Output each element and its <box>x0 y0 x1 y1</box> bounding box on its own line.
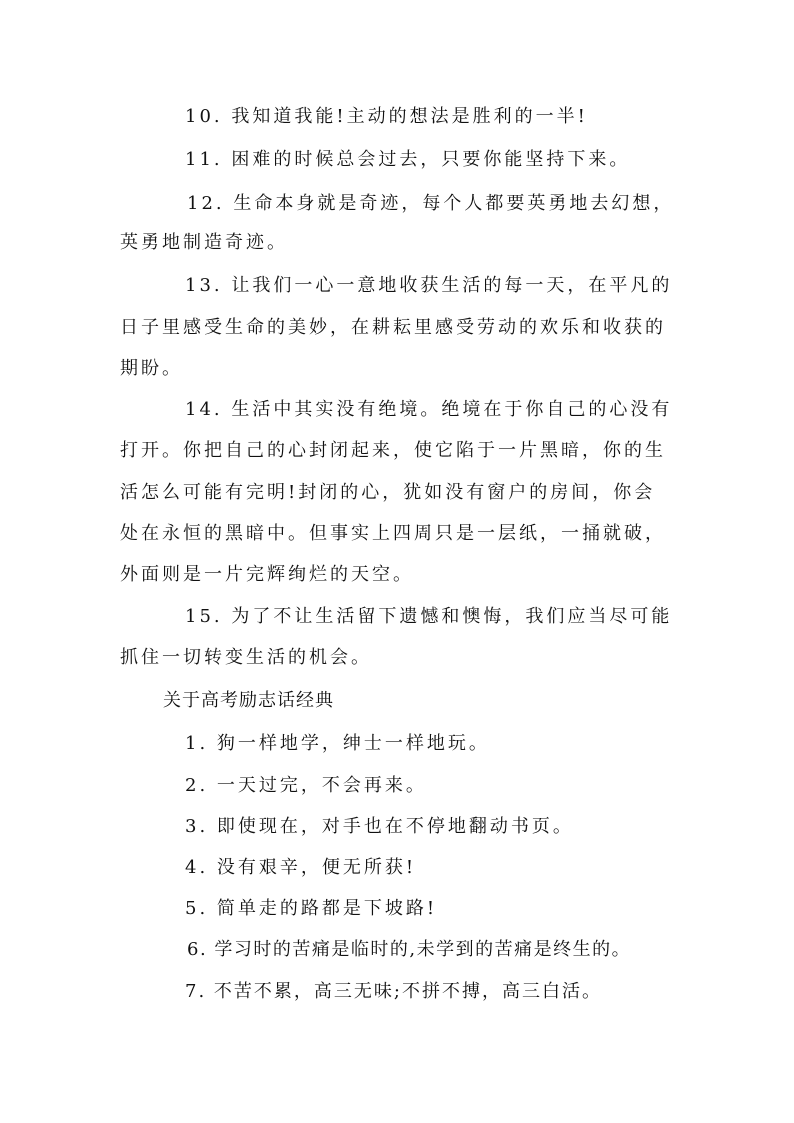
list-item: 3. 即使现在，对手也在不停地翻动书页。 <box>185 816 574 837</box>
paragraph-14-line-5: 外面则是一片完辉绚烂的天空。 <box>120 564 414 585</box>
paragraph-10-line-1: 10. 我知道我能!主动的想法是胜利的一半! <box>185 106 588 127</box>
paragraph-12-line-1: 12. 生命本身就是奇迹，每个人都要英勇地去幻想， <box>187 193 675 214</box>
paragraph-13-line-1: 13. 让我们一心一意地收获生活的每一天，在平凡的 <box>185 275 673 296</box>
paragraph-15-line-2: 抓住一切转变生活的机会。 <box>120 647 372 668</box>
section-heading: 关于高考励志话经典 <box>163 690 334 711</box>
paragraph-12-line-2: 英勇地制造奇迹。 <box>120 232 288 253</box>
paragraph-14-line-4: 处在永恒的黑暗中。但事实上四周只是一层纸，一捅就破， <box>120 523 666 544</box>
list-item: 2. 一天过完，不会再来。 <box>185 775 427 796</box>
list-item: 7. 不苦不累，高三无味;不拼不搏，高三白活。 <box>185 981 602 1002</box>
list-item: 1. 狗一样地学，绅士一样地玩。 <box>185 733 490 754</box>
paragraph-14-line-3: 活怎么可能有完明!封闭的心，犹如没有窗户的房间，你会 <box>120 482 656 503</box>
paragraph-15-line-1: 15. 为了不让生活留下遗憾和懊悔，我们应当尽可能 <box>185 606 673 627</box>
paragraph-14-line-1: 14. 生活中其实没有绝境。绝境在于你自己的心没有 <box>185 399 673 420</box>
paragraph-11-line-1: 11. 困难的时候总会过去，只要你能坚持下来。 <box>185 149 631 170</box>
paragraph-13-line-2: 日子里感受生命的美妙，在耕耘里感受劳动的欢乐和收获的 <box>120 317 666 338</box>
list-item: 6. 学习时的苦痛是临时的,未学到的苦痛是终生的。 <box>187 939 632 960</box>
list-item: 5. 简单走的路都是下坡路! <box>185 898 438 919</box>
paragraph-14-line-2: 打开。你把自己的心封闭起来，使它陷于一片黑暗，你的生 <box>120 440 666 461</box>
paragraph-13-line-3: 期盼。 <box>120 358 183 379</box>
list-item: 4. 没有艰辛，便无所获! <box>185 857 417 878</box>
